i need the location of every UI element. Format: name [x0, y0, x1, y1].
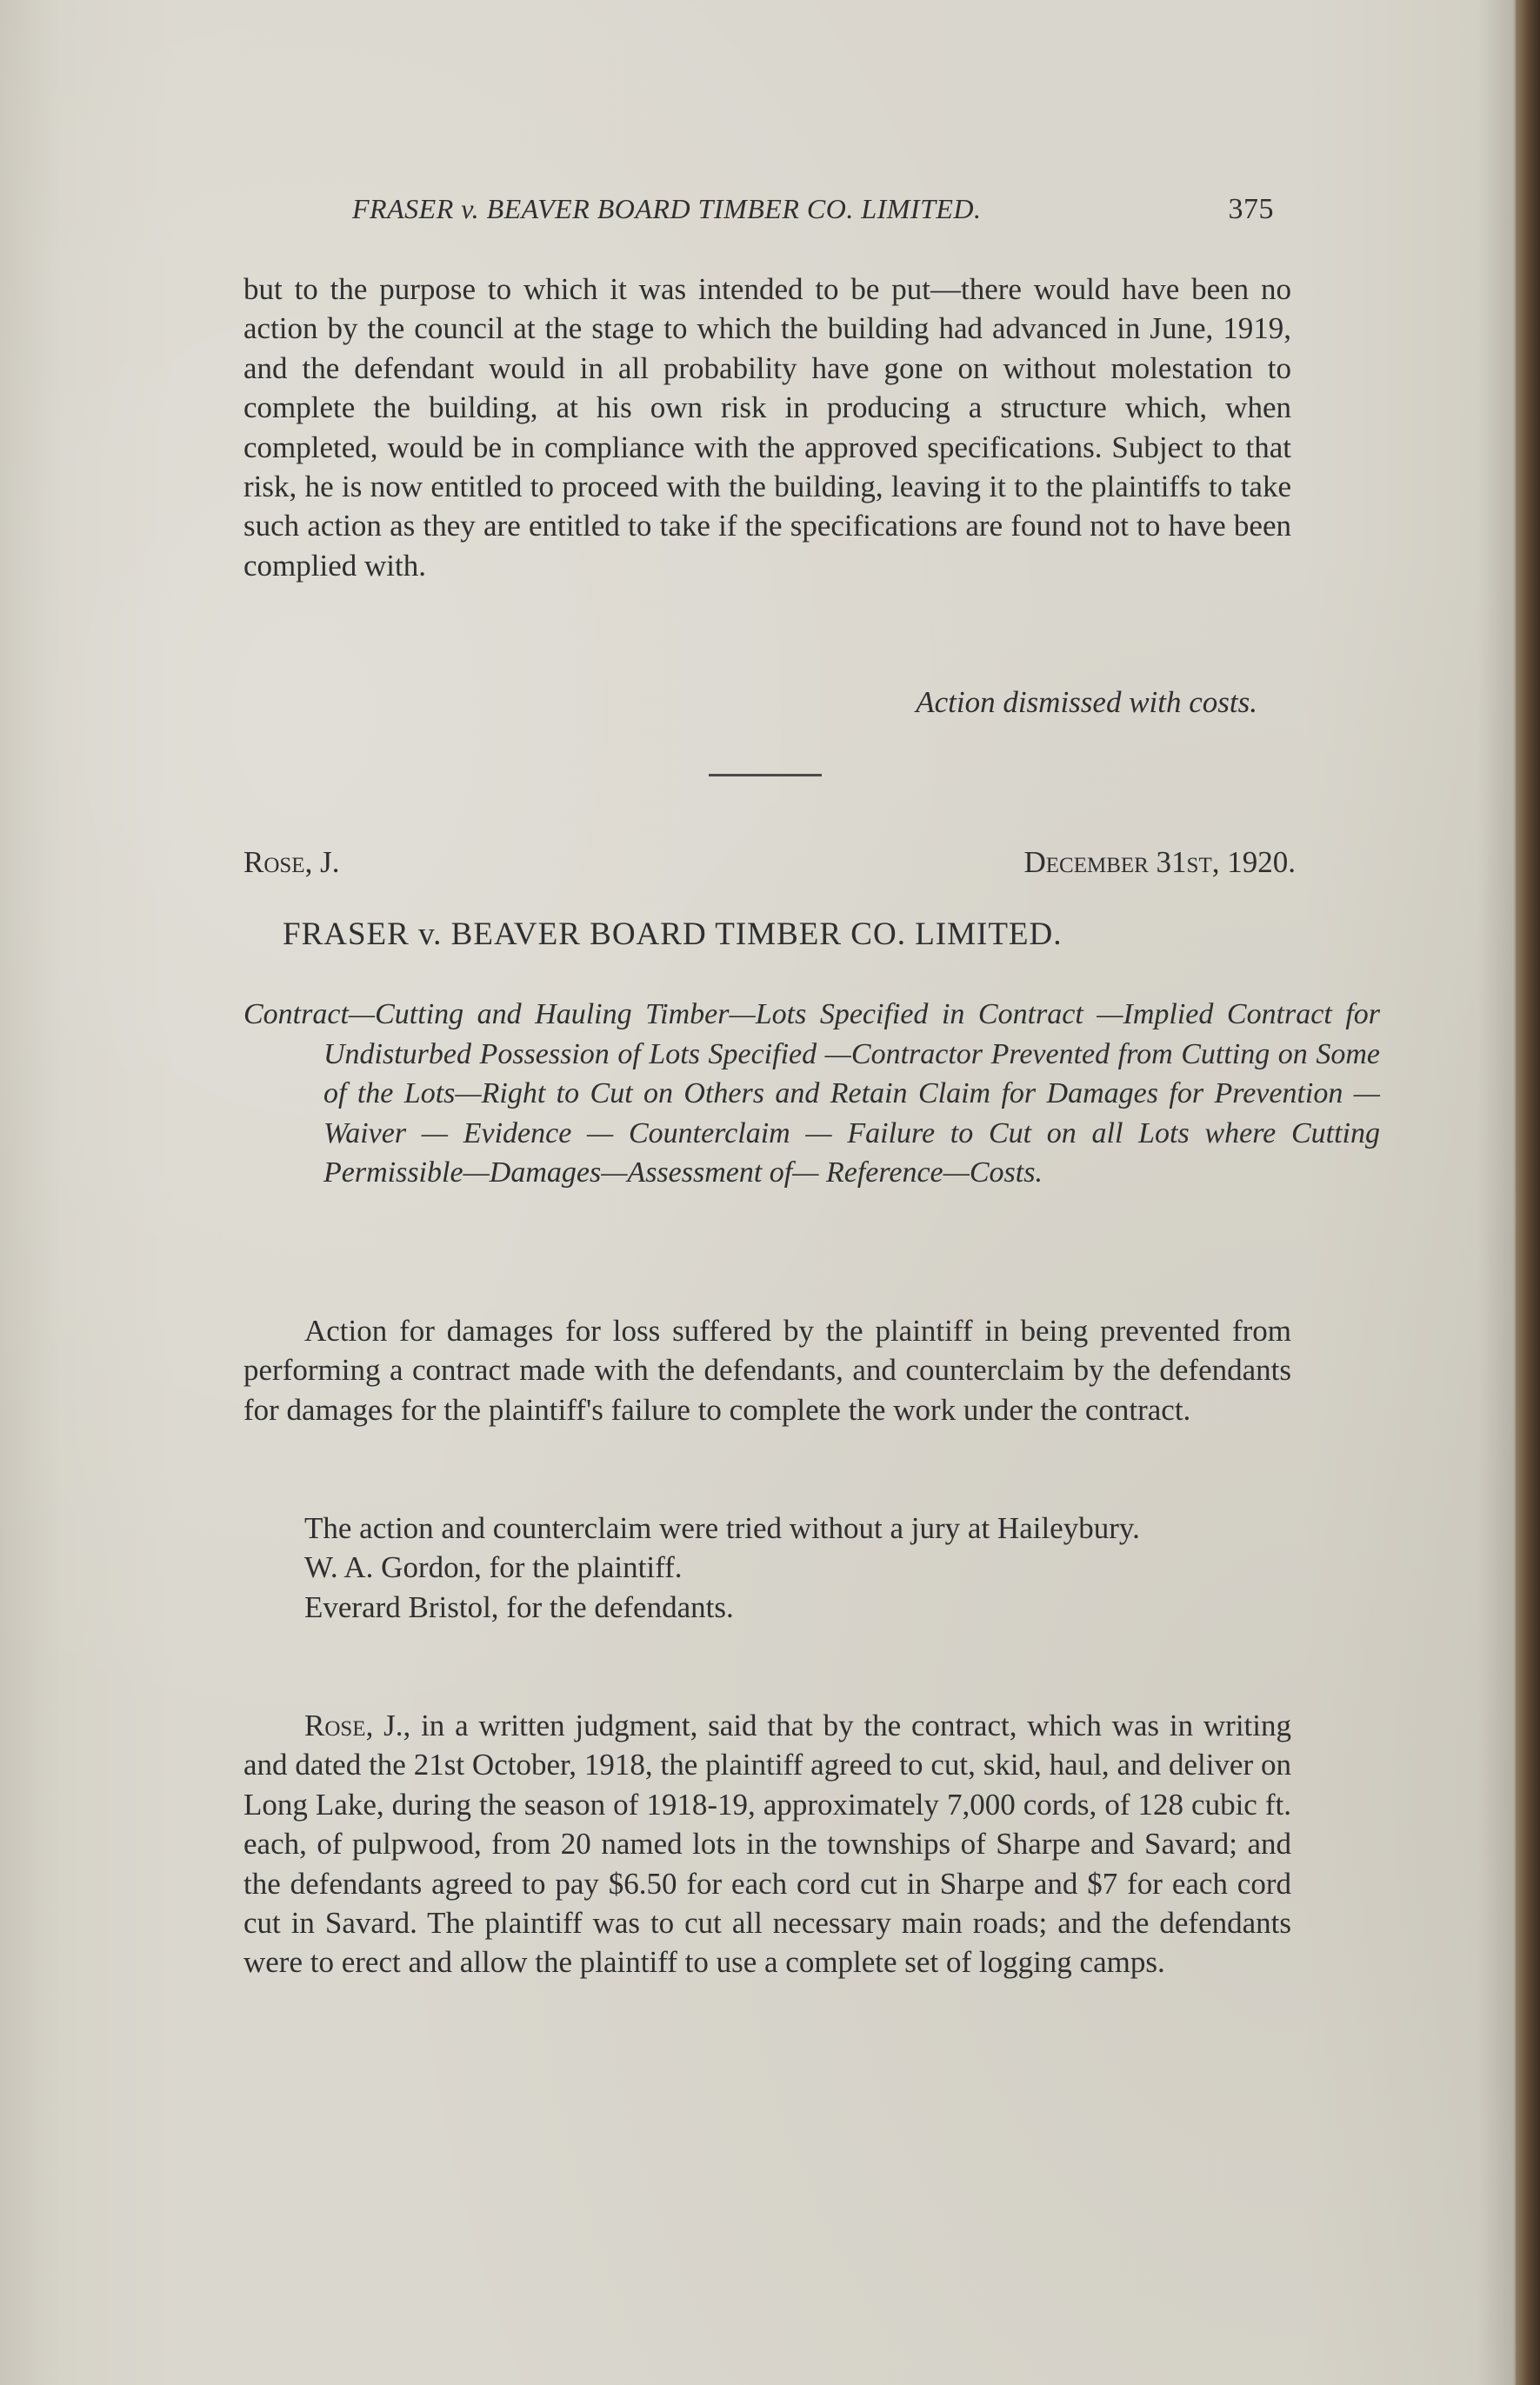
headnote: Contract—Cutting and Hauling Timber—Lots Specified in Contract —Implied Contract for Undisturbed Possession of Lots Specified —Contractor Prevented from Cutting on Some of the Lots—Right to Cut on Others and Retain Claim for Damages for Prevention —Waiver — Evidence — Counterclaim — Failure to Cut on all Lots where Cutting Permissible—Damages—Assessment of— Reference—Costs.: [243, 998, 1380, 1189]
case-title: FRASER v. BEAVER BOARD TIMBER CO. LIMITED.: [283, 916, 1063, 952]
judgment-judge: Rose, J.: [304, 1709, 403, 1742]
page-number: 375: [1228, 193, 1274, 225]
action-block: [243, 1311, 1291, 1429]
book-binding-edge: [1516, 0, 1540, 2385]
decision-date: December 31st, 1920.: [1023, 845, 1296, 879]
trial-paragraph: The action and counterclaim were tried without a jury at Haileybury.: [304, 1511, 1140, 1545]
disposition: Action dismissed with costs.: [916, 685, 1257, 719]
judge-name: Rose, J.: [243, 845, 340, 879]
counsel-plaintiff: W. A. Gordon, for the plaintiff.: [304, 1550, 683, 1585]
trial-block: [243, 1509, 1291, 1627]
judge-date-line: [243, 845, 1296, 880]
running-head: [352, 193, 1274, 226]
judgment-paragraph: [243, 1706, 1291, 1982]
action-paragraph: Action for damages for loss suffered by the plaintiff in being prevented from performing a contract made with the defendants, and counterclaim by the defendants for damages for the plaintiff's failure to complete the work under the contract.: [243, 1314, 1291, 1427]
continuation-block: [243, 270, 1291, 585]
counsel-defendants: Everard Bristol, for the defendants.: [304, 1589, 734, 1624]
section-divider: [709, 774, 822, 776]
continuation-paragraph: but to the purpose to which it was intended to be put—there would have been no action by the council at the stage to which the building had advanced in June, 1919, and the defendant would in all probability have gone on without molestation to complete the building, at his own risk in producing a structure which, when completed, would be in compliance with the approved specifications. Subject to that risk, he is now entitled to proceed with the building, leaving it to the plaintiffs to take such action as they are entitled to take if the specifications are found not to have been complied with.: [243, 272, 1291, 583]
running-head-title: FRASER v. BEAVER BOARD TIMBER CO. LIMITED.: [352, 193, 982, 224]
judgment-block: [243, 1706, 1291, 1982]
judgment-text: , in a written judgment, said that by the contract, which was in writing and dated the 21st October, 1918, the plaintiff agreed to cut, skid, haul, and deliver on Long Lake, during the season of 1918-19, approximately 7,000 cords, of 128 cubic ft. each, of pulpwood, from 20 named lots in the townships of Sharpe and Savard; and the defendants agreed to pay $6.50 for each cord cut in Sharpe and $7 for each cord cut in Savard. The plaintiff was to cut all necessary main roads; and the defendants were to erect and allow the plaintiff to use a complete set of logging camps.: [243, 1709, 1291, 1980]
